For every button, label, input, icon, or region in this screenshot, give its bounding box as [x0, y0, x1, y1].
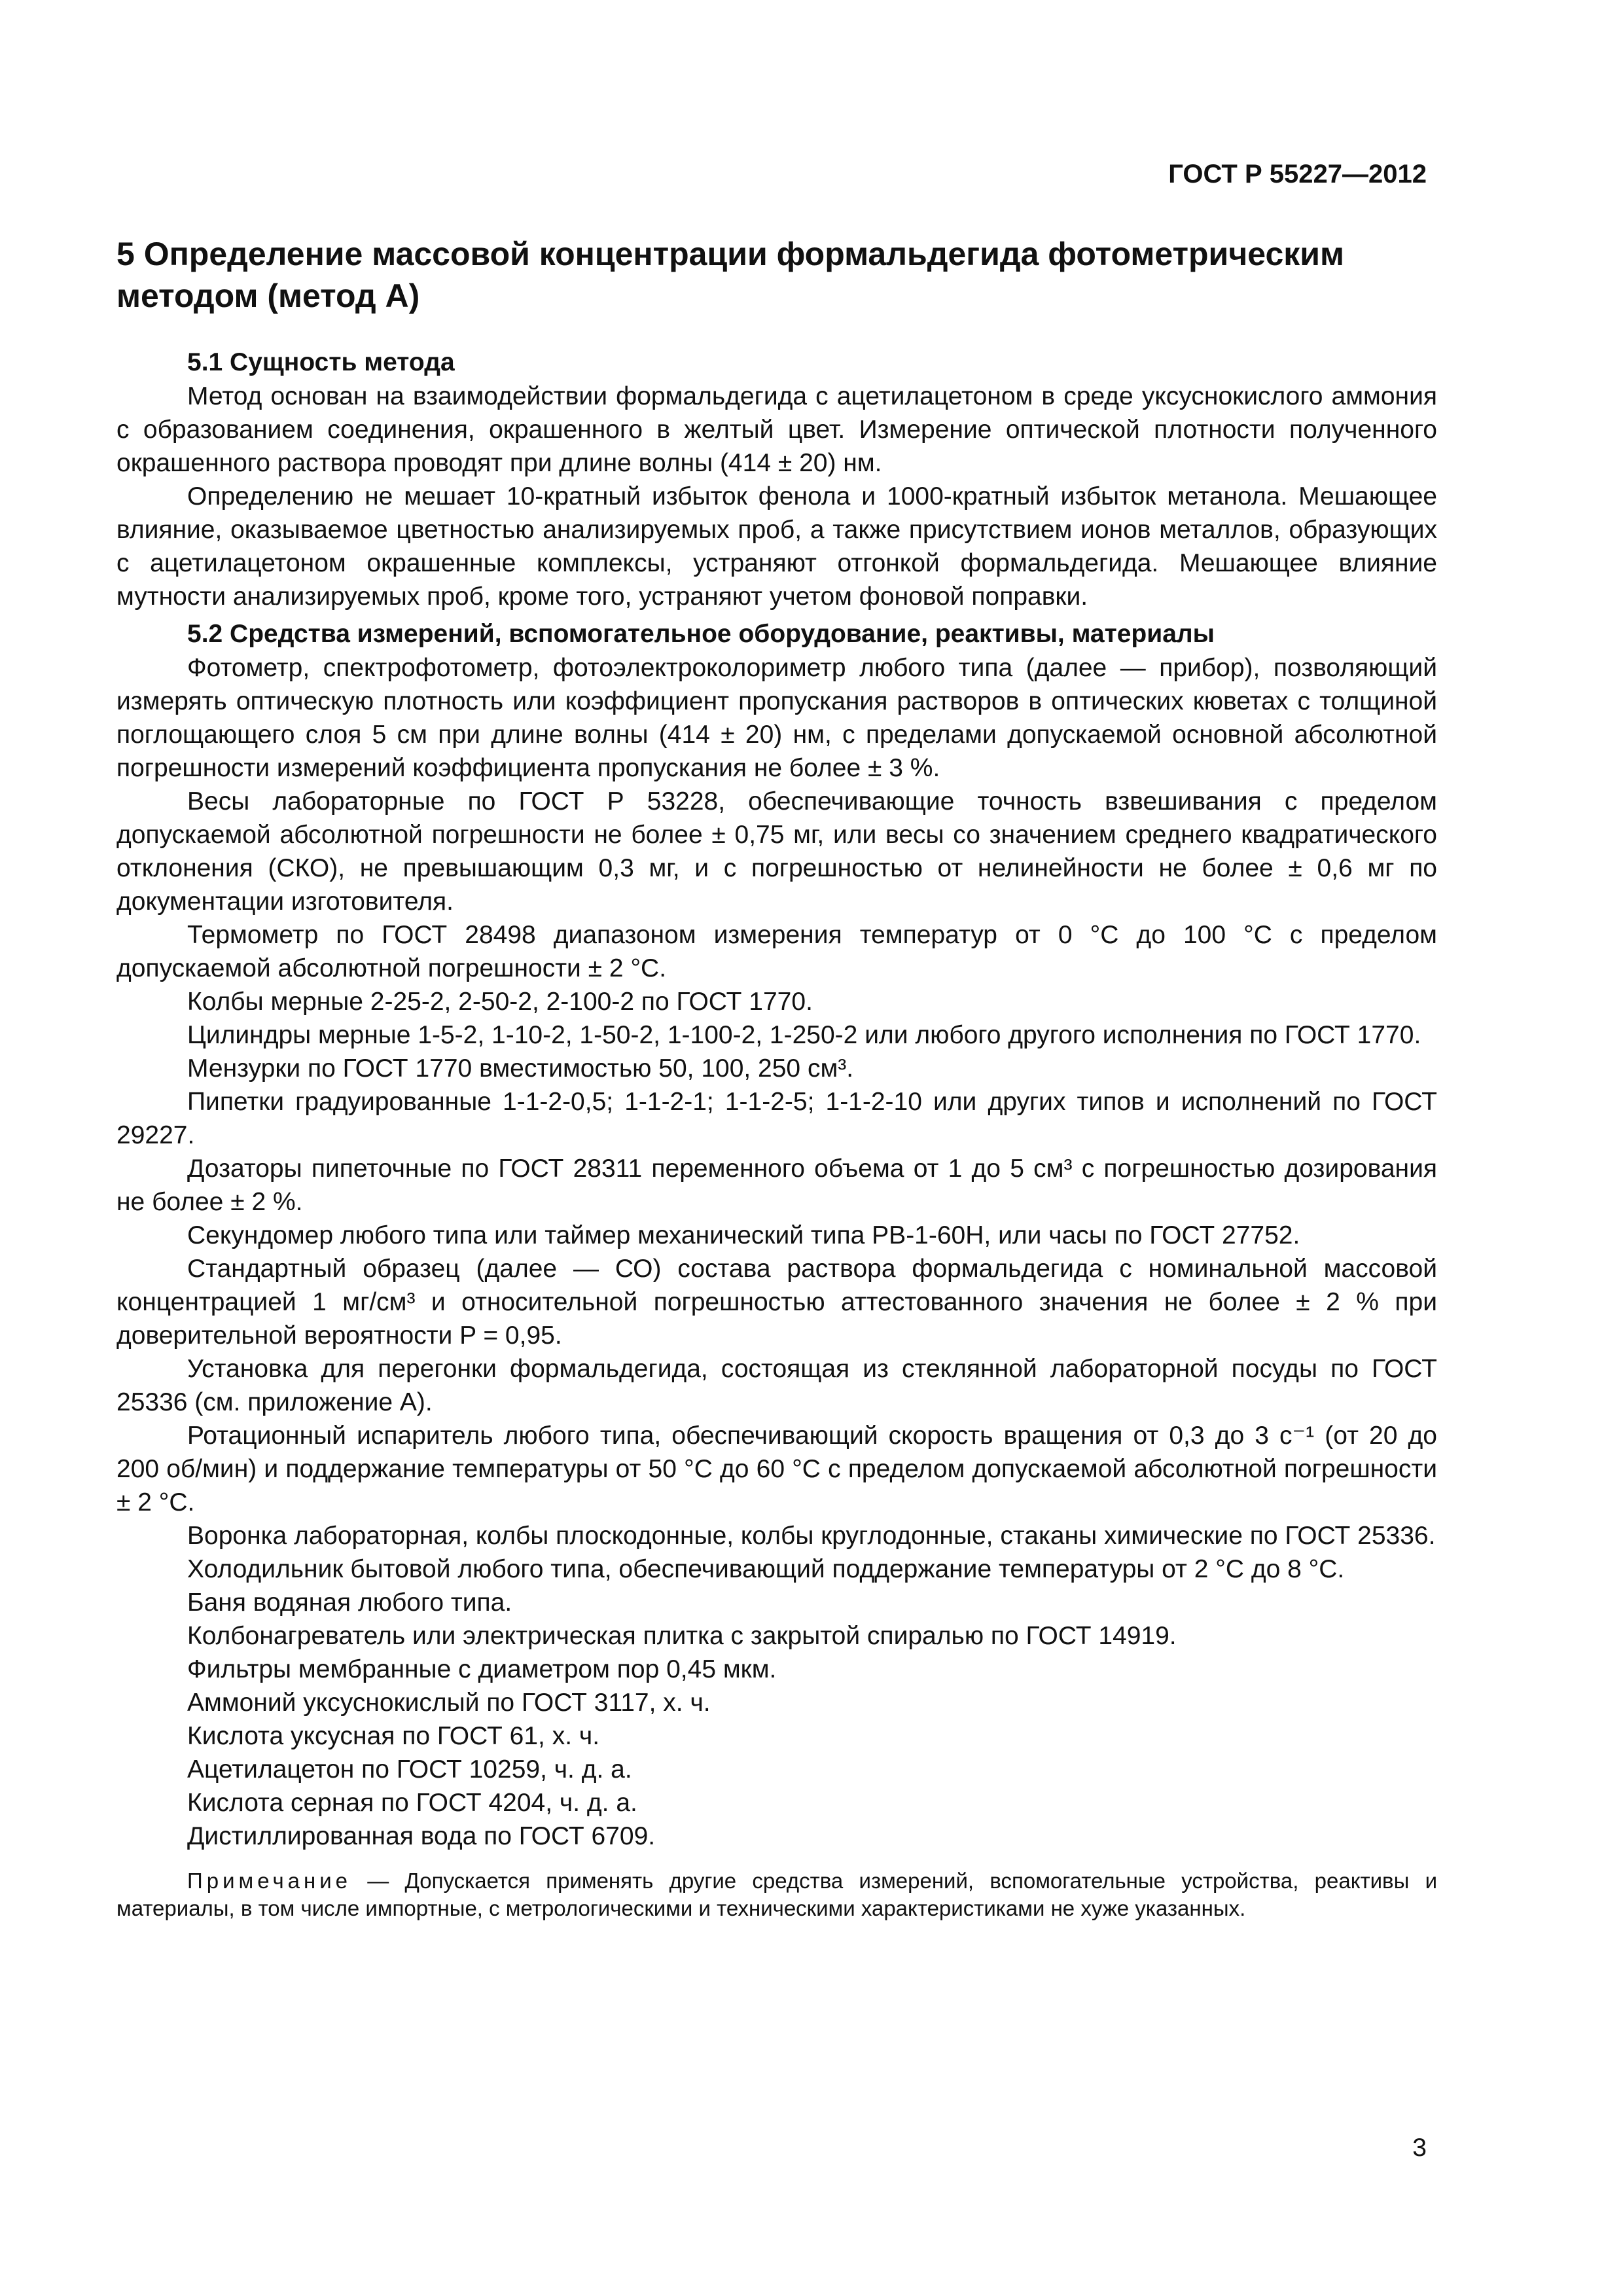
- list-item: Баня водяная любого типа.: [187, 1588, 512, 1617]
- section-5-2-title: 5.2 Средства измерений, вспомогательное оборудование, реактивы, материалы: [187, 620, 1215, 648]
- list-item: Аммоний уксуснокислый по ГОСТ 3117, х. ч.: [187, 1689, 711, 1717]
- standard-header: ГОСТ Р 55227—2012: [1168, 160, 1427, 188]
- note: [116, 1867, 1437, 1922]
- list-item: Кислота серная по ГОСТ 4204, ч. д. а.: [187, 1789, 637, 1817]
- section-5-title: 5 Определение массовой концентрации формальдегида фотометрическим методом (метод А): [116, 236, 1345, 314]
- paragraph: Установка для перегонки формальдегида, состоящая из стеклянной лабораторной посуды по ГОСТ 25336 (см. приложение А).: [116, 1355, 1437, 1416]
- paragraph: Стандартный образец (далее — СО) состава раствора формальдегида с номинальной массовой концентрацией 1 мг/см³ и относительной погрешностью аттестованного значения не более ± 2 % при доверительной вероятности P = 0,95.: [116, 1255, 1437, 1350]
- paragraph: Колбы мерные 2-25-2, 2-50-2, 2-100-2 по ГОСТ 1770.: [187, 988, 813, 1016]
- section-5-1-title: 5.1 Сущность метода: [187, 348, 455, 376]
- paragraph: Мензурки по ГОСТ 1770 вместимостью 50, 100, 250 см³.: [187, 1054, 854, 1083]
- list-item: Кислота уксусная по ГОСТ 61, х. ч.: [187, 1722, 600, 1750]
- paragraph: Секундомер любого типа или таймер механический типа РВ-1-60Н, или часы по ГОСТ 27752.: [187, 1221, 1300, 1249]
- paragraph: Ротационный испаритель любого типа, обеспечивающий скорость вращения от 0,3 до 3 с⁻¹ (от 20 до 200 об/мин) и поддержание температуры от 50 °С до 60 °С с пределом допускаемой абсолютной погрешности ± 2 °С.: [116, 1422, 1437, 1516]
- paragraph: Холодильник бытовой любого типа, обеспечивающий поддержание температуры от 2 °С до 8 °С.: [187, 1555, 1345, 1583]
- paragraph: Фотометр, спектрофотометр, фотоэлектроколориметр любого типа (далее — прибор), позволяющий измерять оптическую плотность или коэффициент пропускания растворов в оптических кюветах с толщиной поглощающего слоя 5 см при длине волны (414 ± 20) нм, с пределами допускаемой основной абсолютной погрешности измерений коэффициента пропускания не более ± 3 %.: [116, 654, 1437, 782]
- paragraph: Термометр по ГОСТ 28498 диапазоном измерения температур от 0 °С до 100 °С с пределом допускаемой абсолютной погрешности ± 2 °С.: [116, 921, 1437, 982]
- note-text: — Допускается применять другие средства измерений, вспомогательные устройства, реактивы и материалы, в том числе импортные, с метрологическими и техническими характеристиками не хуже указанных.: [116, 1869, 1437, 1920]
- list-item: Колбонагреватель или электрическая плитка с закрытой спиралью по ГОСТ 14919.: [187, 1622, 1177, 1650]
- paragraph: Цилиндры мерные 1-5-2, 1-10-2, 1-50-2, 1-100-2, 1-250-2 или любого другого исполнения по ГОСТ 1770.: [187, 1021, 1421, 1049]
- list-item: Ацетилацетон по ГОСТ 10259, ч. д. а.: [187, 1755, 632, 1784]
- paragraph: Дозаторы пипеточные по ГОСТ 28311 переменного объема от 1 до 5 см³ с погрешностью дозирования не более ± 2 %.: [116, 1155, 1437, 1216]
- list-item: Дистиллированная вода по ГОСТ 6709.: [187, 1822, 656, 1850]
- paragraph: Воронка лабораторная, колбы плоскодонные, колбы круглодонные, стаканы химические по ГОСТ 25336.: [187, 1522, 1436, 1550]
- list-item: Фильтры мембранные с диаметром пор 0,45 мкм.: [187, 1655, 777, 1683]
- paragraph: Пипетки градуированные 1-1-2-0,5; 1-1-2-1; 1-1-2-5; 1-1-2-10 или других типов и исполнений по ГОСТ 29227.: [116, 1088, 1437, 1149]
- page-number: 3: [1412, 2134, 1427, 2162]
- paragraph: Весы лабораторные по ГОСТ Р 53228, обеспечивающие точность взвешивания с пределом допускаемой абсолютной погрешности не более ± 0,75 мг, или весы со значением среднего квадратического отклонения (СКО), не превышающим 0,3 мг, и с погрешностью от нелинейности не более ± 0,6 мг по документации изготовителя.: [116, 787, 1437, 916]
- note-label: Примечание: [187, 1869, 352, 1893]
- page-content: [116, 233, 1437, 1922]
- paragraph: Определению не мешает 10-кратный избыток фенола и 1000-кратный избыток метанола. Мешающее влияние, оказываемое цветностью анализируемых проб, а также присутствием ионов металлов, образующих с ацетилацетоном окрашенные комплексы, устраняют отгонкой формальдегида. Мешающее влияние мутности анализируемых проб, кроме того, устраняют учетом фоновой поправки.: [116, 482, 1437, 611]
- paragraph: Метод основан на взаимодействии формальдегида с ацетилацетоном в среде уксуснокислого аммония с образованием соединения, окрашенного в желтый цвет. Измерение оптической плотности полученного окрашенного раствора проводят при длине волны (414 ± 20) нм.: [116, 382, 1437, 477]
